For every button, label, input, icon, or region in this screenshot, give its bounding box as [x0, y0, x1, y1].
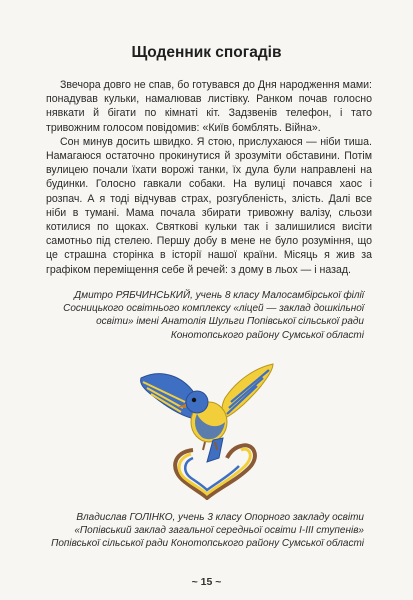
paragraph-1: Звечора довго не спав, бо готувався до Дня народження мами: понадував кульки, намалював листівку. Ранком почав голосно нявкати й бігати по кімнаті кіт. Задзвенів телефон, і тато тривожним голосом повідомив: «Київ бомблять. Війна».	[46, 79, 372, 134]
diary-text	[46, 78, 372, 277]
paragraph-2: Сон минув досить швидко. Я стою, прислухаюся — ніби тиша. Намагаюся остаточно прокинутися й зрозуміти обставини. Потім вулицею почали їхати ворожі танки, їх дула були направлені на будинки. Голосно гавкали собаки. На вулиці почався хаос і розпач. А я тоді відчував страх, розгубленість, злість. Далі все ніби в тумані. Мама почала збирати тривожну валізу, сльози котилися по щоках. Святкові кульки так і залишилися висіти самотньо під стелею. Першу добу в мене не було розуміння, що це страшна сторінка в історії нашої країни. Місяць я жив за графіком переміщення себе й речей: з дому в льох — і назад.	[46, 135, 372, 276]
bird-heart-drawing	[133, 358, 283, 500]
page-title: Щоденник спогадів	[131, 44, 282, 61]
bird-head	[186, 391, 208, 413]
author-caption-2: Владислав ГОЛІНКО, учень 3 класу Опорного закладу освіти «Попівський заклад загальної середньої освіти І-ІІІ ступенів» Попівської сільської ради Конотопського району Сумської області	[51, 512, 364, 550]
page-number: ~ 15 ~	[191, 576, 222, 588]
author-caption-1: Дмитро РЯБЧИНСЬКИЙ, учень 8 класу Малосамбірської філії Сосницького освітнього комплексу «ліцей — заклад дошкільної освіти» імені Анатолія Шульги Попівської сільської ради Конотопського району Сумської області	[63, 290, 364, 341]
